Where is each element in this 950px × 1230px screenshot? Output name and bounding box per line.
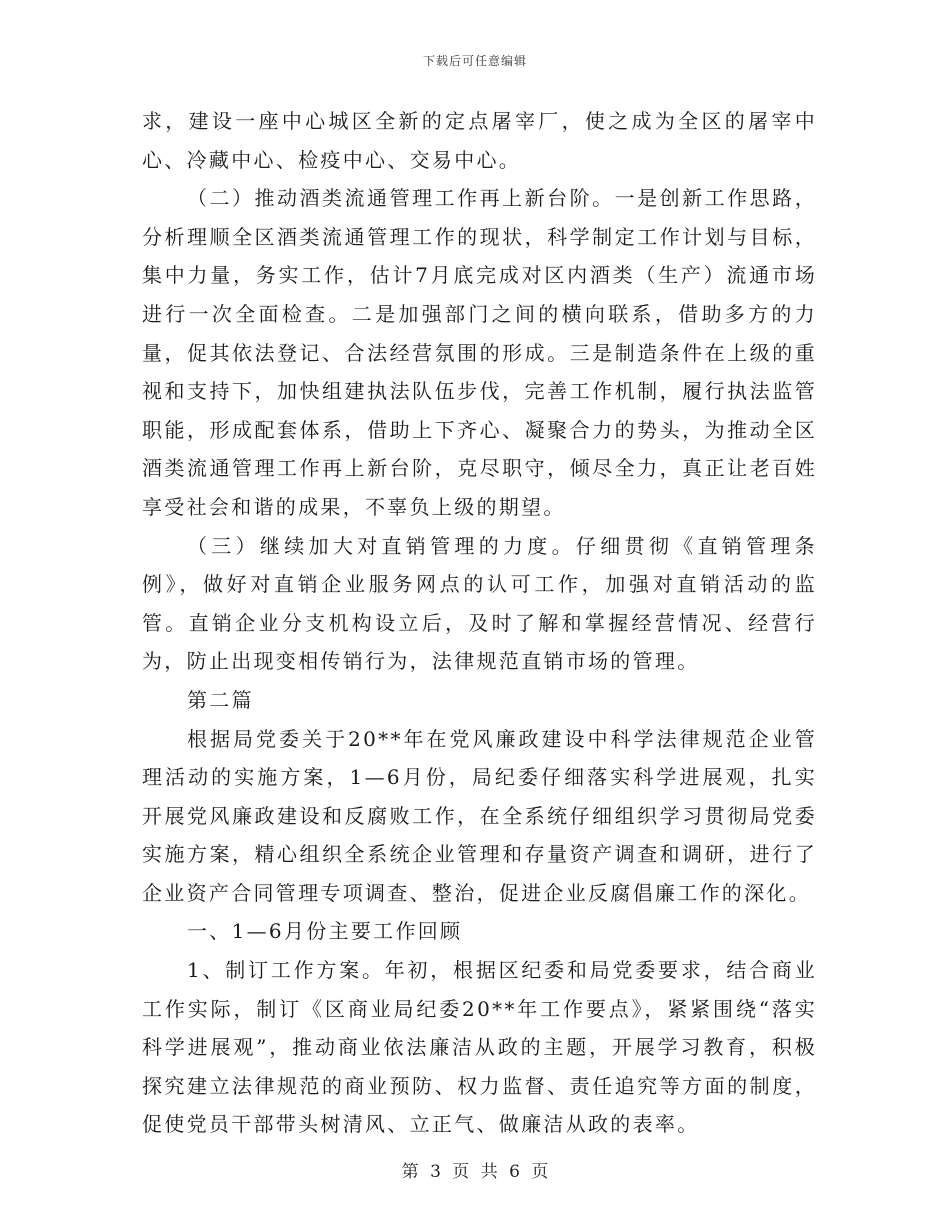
document-body [142,102,817,1144]
paragraph-3: （三）继续加大对直销管理的力度。仔细贯彻《直销管理条例》，做好对直销企业服务网点的认可工作，加强对直销活动的监管。直销企业分支机构设立后，及时了解和掌握经营情况、经营行为，防止出现变相传销行为，法律规范直销市场的管理。 [142,533,817,674]
section-heading-review: 一、1—6月份主要工作回顾 [187,919,463,944]
page-number-footer: 第 3 页 共 6 页 [401,1162,549,1182]
paragraph-1: 求，建设一座中心城区全新的定点屠宰厂，使之成为全区的屠宰中心、冷藏中心、检疫中心、交易中心。 [142,109,817,172]
paragraph-2: （二）推动酒类流通管理工作再上新台阶。一是创新工作思路，分析理顺全区酒类流通管理工作的现状，科学制定工作计划与目标，集中力量，务实工作，估计7月底完成对区内酒类（生产）流通市场进行一次全面检查。二是加强部门之间的横向联系，借助多方的力量，促其依法登记、合法经营氛围的形成。三是制造条件在上级的重视和支持下，加快组建执法队伍步伐，完善工作机制，履行执法监管职能，形成配套体系，借助上下齐心、凝聚合力的势头，为推动全区酒类流通管理工作再上新台阶，克尽职守，倾尽全力，真正让老百姓享受社会和谐的成果，不辜负上级的期望。 [142,186,817,519]
paragraph-7: 1、制订工作方案。年初，根据区纪委和局党委要求，结合商业工作实际，制订《区商业局纪委20**年工作要点》，紧紧围绕“落实科学进展观”，推动商业依法廉洁从政的主题，开展学习教育，积极探究建立法律规范的商业预防、权力监督、责任追究等方面的制度，促使党员干部带头树清风、立正气、做廉洁从政的表率。 [142,958,817,1137]
page-header-note: 下载后可任意编辑 [422,54,527,68]
paragraph-5: 根据局党委关于20**年在党风廉政建设中科学法律规范企业管理活动的实施方案，1—6月份，局纪委仔细落实科学进展观，扎实开展党风廉政建设和反腐败工作，在全系统仔细组织学习贯彻局党委实施方案，精心组织全系统企业管理和存量资产调查和调研，进行了企业资产合同管理专项调查、整治，促进企业反腐倡廉工作的深化。 [142,726,817,905]
section-heading-second-article: 第二篇 [187,687,254,712]
